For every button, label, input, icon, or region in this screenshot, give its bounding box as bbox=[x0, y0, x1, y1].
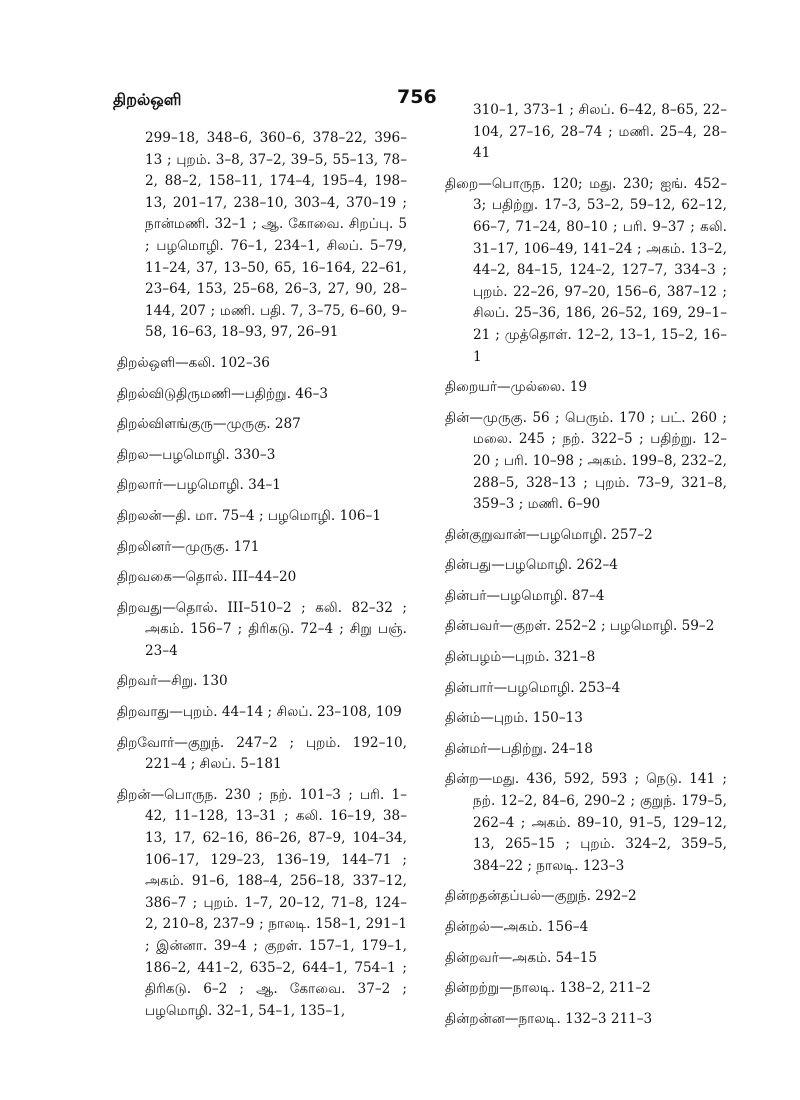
index-entry: தின்றவர்—அகம். 54–15 bbox=[445, 949, 598, 966]
index-entry: திறல—பழமொழி. 330–3 bbox=[117, 446, 276, 463]
index-entry: திறவர்—சிறு. 130 bbox=[117, 673, 228, 690]
index-entry: திறவது—தொல். III–510–2 ; கலி. 82–32 ; அகம். 156–7 ; திரிகடு. 72–4 ; சிறு பஞ். 23–4 bbox=[117, 599, 407, 659]
index-entry: திறவோர்—குறுந். 247–2 ; புறம். 192–10, 221–4 ; சிலப். 5–181 bbox=[117, 734, 407, 773]
index-entry: 310–1, 373–1 ; சிலப். 6–42, 8–65, 22–104, 27–16, 28–74 ; மணி. 25–4, 28–41 bbox=[473, 102, 727, 162]
index-entry: 299–18, 348–6, 360–6, 378–22, 396–13 ; புறம். 3–8, 37–2, 39–5, 55–13, 78–2, 88–2, 158–11, 174–4, 195–4, 198–13, 201–17, 238–10, 303–4, 370–19 ; நான்மணி. 32–1 ; ஆ. கோவை. சிறப்பு. 5 ; பழமொழி. 76–1, 234–1, சிலப். 5–79, 11–24, 37, 13–50, 65, 16–164, 22–61, 23–64, 153, 25–68, 26–3, 27, 90, 28–144, 207 ; மணி. பதி. 7, 3–75, 6–60, 9–58, 16–63, 18–93, 97, 26–91 bbox=[145, 130, 407, 341]
index-entry: திறன்—பொருந. 230 ; நற். 101–3 ; பரி. 1–42, 11–128, 13–31 ; கலி. 16–19, 38–13, 17, 62–16, 86–26, 87–9, 104–34, 106–17, 129–23, 136–19, 144–71 ; அகம். 91–6, 188–4, 256–18, 337–12, 386–7 ; புறம். 1–7, 20–12, 71–8, 124–2, 210–8, 237–9 ; நாலடி. 158–1, 291–1 ; இன்னா. 39–4 ; குறள். 157–1, 179–1, 186–2, 441–2, 635–2, 644–1, 754–1 ; திரிகடு. 6–2 ; ஆ. கோவை. 37–2 ; பழமொழி. 32–1, 54–1, 135–1, bbox=[117, 786, 407, 1019]
left-column bbox=[117, 128, 407, 1031]
index-entry: திறவாது—புறம். 44–14 ; சிலப். 23–108, 109 bbox=[117, 704, 402, 721]
page-number: 756 bbox=[397, 86, 437, 108]
index-entry: தின்ம்—புறம். 150–13 bbox=[445, 710, 583, 727]
index-entry: தின்குறுவான்—பழமொழி. 257–2 bbox=[445, 526, 653, 543]
index-entry: திறை—பொருந. 120; மது. 230; ஐங். 452–3; பதிற்று. 17–3, 53–2, 59–12, 62–12, 66–7, 71–24, 80–10 ; பரி. 9–37 ; கலி. 31–17, 106–49, 141–24 ; அகம். 13–2, 44–2, 84–15, 124–2, 127–7, 334–3 ; புறம். 22–26, 97–20, 156–6, 387–12 ; சிலப். 25–36, 186, 26–52, 169, 29–1–21 ; முத்தொள். 12–2, 13–1, 15–2, 16–1 bbox=[445, 175, 727, 365]
right-column bbox=[445, 100, 727, 1039]
index-entry: திறலார்—பழமொழி. 34–1 bbox=[117, 477, 281, 494]
index-entry: தின்பது—பழமொழி. 262–4 bbox=[445, 557, 618, 574]
index-entry: தின்மர்—பதிற்று. 24–18 bbox=[445, 740, 593, 757]
index-entry: திறவகை—தொல். III–44–20 bbox=[117, 569, 297, 586]
index-entry: திறலினர்—முருகு. 171 bbox=[117, 538, 260, 555]
index-entry: தின்றல்—அகம். 156–4 bbox=[445, 919, 589, 935]
index-entry: தின்பழம்—புறம். 321–8 bbox=[445, 649, 596, 666]
index-entry: தின்ற—மது. 436, 592, 593 ; நெடு. 141 ; நற். 12–2, 84–6, 290–2 ; குறுந். 179–5, 262–4 ; அகம். 89–10, 91–5, 129–12, 13, 265–15 ; புறம். 324–2, 359–5, 384–22 ; நாலடி. 123–3 bbox=[445, 771, 727, 874]
running-head: திறல்ஒளி bbox=[113, 90, 182, 109]
index-entry: திறையர்—முல்லை. 19 bbox=[445, 379, 588, 396]
index-entry: திறல்ஒளி—கலி. 102–36 bbox=[117, 354, 270, 371]
index-entry: திறல்விளங்குரு—முருகு. 287 bbox=[117, 416, 301, 433]
index-entry: தின்பவர்—குறள். 252–2 ; பழமொழி. 59–2 bbox=[445, 618, 715, 635]
index-entry: தின்றற்று—நாலடி. 138–2, 211–2 bbox=[445, 980, 651, 997]
index-entry: தின்பார்—பழமொழி. 253–4 bbox=[445, 679, 621, 696]
index-entry: திறலன்—தி. மா. 75–4 ; பழமொழி. 106–1 bbox=[117, 507, 381, 524]
index-entry: தின்பர்—பழமொழி. 87–4 bbox=[445, 587, 605, 604]
index-entry: தின்—முருகு. 56 ; பெரும். 170 ; பட். 260 ; மலை. 245 ; நற். 322–5 ; பதிற்று. 12–20 ; பரி. 10–98 ; அகம். 199–8, 232–2, 288–5, 328–13 ; புறம். 73–9, 321–8, 359–3 ; மணி. 6–90 bbox=[445, 409, 727, 513]
index-entry: தின்றன்ன—நாலடி. 132–3 211–3 bbox=[445, 1010, 653, 1027]
index-entry: தின்றதன்தப்பல்—குறுந். 292–2 bbox=[445, 888, 637, 905]
index-entry: திறல்விடுதிருமணி—பதிற்று. 46–3 bbox=[117, 385, 329, 402]
